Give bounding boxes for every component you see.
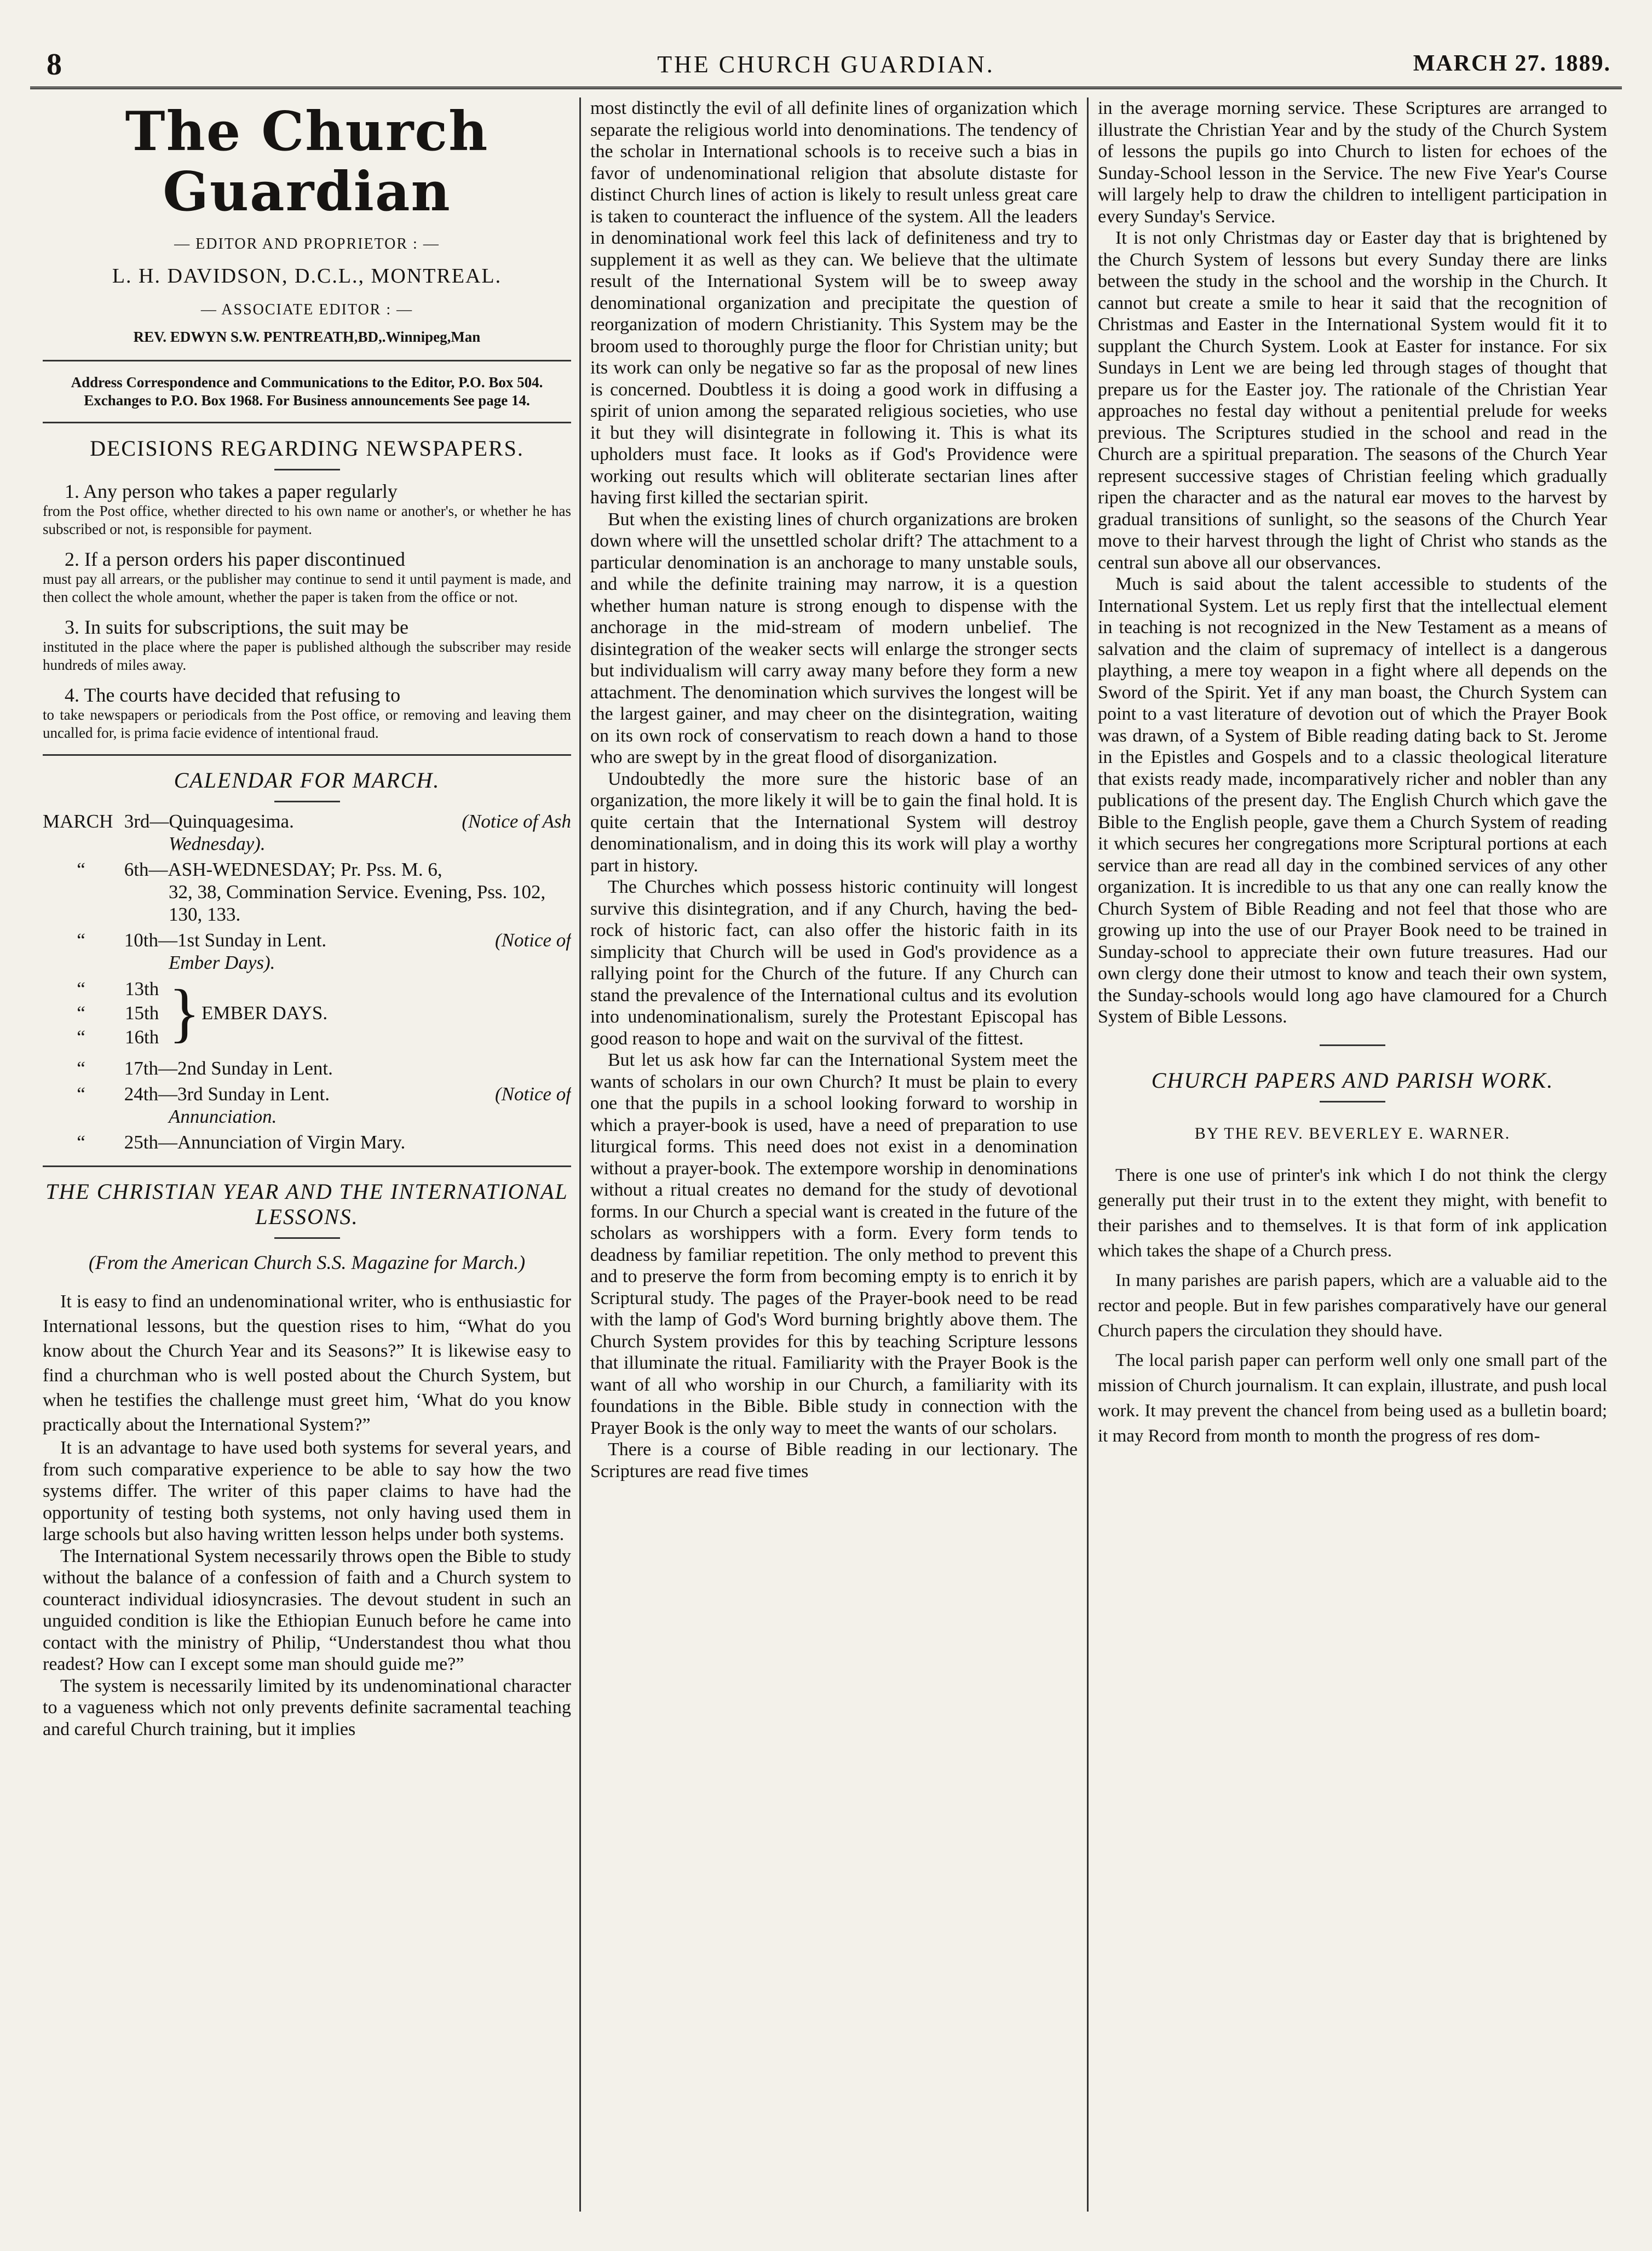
divider bbox=[274, 1237, 340, 1239]
decisions-heading: DECISIONS REGARDING NEWSPAPERS. bbox=[90, 436, 524, 461]
calendar-row bbox=[43, 858, 571, 926]
article-body-col1 bbox=[43, 1289, 571, 1740]
calendar-row bbox=[43, 929, 571, 974]
paragraph: The local parish paper can perform well only one small part of the mission of Church journalism. It can explain, illustrate, and push local work. It may prevent the chancel from being used as a bulletin board; it may Record from month to month the progress of res dom- bbox=[1098, 1350, 1607, 1446]
article-body-col2 bbox=[590, 97, 1078, 1482]
decision-text: instituted in the place where the paper is published although the subscriber may reside hundreds of miles away. bbox=[43, 639, 571, 673]
divider bbox=[1320, 1044, 1385, 1046]
calendar-ditto: “ bbox=[77, 1132, 85, 1153]
paragraph: There is one use of printer's ink which I do not think the clergy generally put their trust in to the extent they might, with benefit to their parishes and to themselves. It is that form of ink application which takes the shape of a Church press. bbox=[1098, 1165, 1607, 1261]
decision-text: from the Post office, whether directed to his own name or another's, or whether he has subscribed or not, is responsible for payment. bbox=[43, 503, 571, 537]
calendar-note: (Notice of bbox=[495, 1083, 571, 1105]
calendar-heading: CALENDAR FOR MARCH. bbox=[174, 768, 440, 793]
brace-icon: } bbox=[169, 976, 200, 1049]
associate-editor-name: REV. EDWYN S.W. PENTREATH,BD,.Winnipeg,Man bbox=[133, 329, 481, 345]
ember-date: 16th bbox=[125, 1026, 159, 1048]
ember-date: 13th bbox=[125, 978, 159, 1000]
calendar-row bbox=[43, 810, 571, 855]
decision-text: must pay all arrears, or the publisher may continue to send it until payment is made, and then collect the whole amount, whether the paper is taken from the office or not. bbox=[43, 571, 571, 605]
decision-item bbox=[43, 480, 571, 538]
column-3 bbox=[1098, 97, 1607, 2217]
issue-date: MARCH 27. 1889. bbox=[1413, 51, 1611, 76]
masthead-title: The Church Guardian bbox=[125, 100, 489, 223]
calendar-list bbox=[43, 810, 571, 1153]
ember-date: 15th bbox=[125, 1002, 159, 1024]
ember-days-group bbox=[43, 977, 571, 1054]
running-head-title: THE CHURCH GUARDIAN. bbox=[657, 51, 995, 78]
decision-lead: 1. Any person who takes a paper regularly bbox=[65, 480, 398, 502]
calendar-ditto: “ bbox=[77, 1058, 85, 1079]
paragraph: most distinctly the evil of all definite lines of organization which separate the religious world into denominations. The tendency of the scholar in International schools is to receive such a bias in favor of undenominational religion that absolute distaste for distinct Church lines of action is likely to result unless great care is taken to counteract the influence of the system. All the leaders in denominational work feel this lack of definiteness and try to supplement it as well as they can. We believe that the ultimate result of the International System will be to sweep away denominational organization and precipitate the question of reorganization of modern Christianity. This System may be the broom used to thoroughly purge the floor for Christian unity; but its work can only be negative so far as the proposal of new lines is concerned. Doubtless it is doing a good work in diffusing a spirit of union among the separated religious societies, who use it but they will disintegrate in following it. This is what its upholders must face. It looks as if God's Providence were working out results which will obliterate sectarian lines after having first killed the sectarian spirit. bbox=[590, 98, 1078, 508]
calendar-row bbox=[43, 1131, 571, 1153]
column-rule bbox=[1087, 97, 1089, 2212]
paragraph: It is not only Christmas day or Easter day that is brightened by the Church System of lessons but every Sunday there are links between the study in the school and the worship in the Church. It cannot but create a smile to hear it said that the recognition of Christmas and Easter in the International System would fit it to supplant the Church System. Look at Easter for instance. For six Sundays in Lent we are being led through stages of thought that prepare us for the Easter joy. The rationale of the Christian Year approaches no festal day without a penitential prelude for weeks previous. The Scriptures studied in the school and read in the Church are a spiritual preparation. The seasons of the Church Year represent successive stages of Christian feeling which gradually ripen the character and as the natural ear moves to the harvest by gradual transitions of sunlight, so the seasons of the Church Year move to their harvest through the light of Christ who stands as the central sun above all our observances. bbox=[1098, 228, 1607, 573]
ember-dates bbox=[125, 977, 159, 1049]
page-number: 8 bbox=[47, 48, 62, 82]
calendar-ditto: “ “ “ bbox=[77, 978, 85, 1048]
calendar-day: 6th—ASH-WEDNESDAY; Pr. Pss. M. 6, bbox=[124, 859, 442, 880]
calendar-month: MARCH bbox=[43, 811, 113, 832]
paragraph: The International System necessarily throws open the Bible to study without the balance of a confession of faith and a Church system to counteract individual idiosyncrasies. The devout student in such an unguided condition is like the Ethiopian Eunuch before he came into contact with the ministry of Philip, “Understandest thou what thou readest? How can I except some man should guide me?” bbox=[43, 1546, 571, 1674]
article2-body bbox=[1098, 1163, 1607, 1449]
paragraph: There is a course of Bible reading in our lectionary. The Scriptures are read five times bbox=[590, 1439, 1078, 1481]
divider bbox=[1320, 1101, 1385, 1102]
paragraph: Much is said about the talent accessible to students of the International System. Let us reply first that the intellectual element in teaching is not recognized in the New Testament as a means of salvation and the claim of supremacy of intellect is a dangerous plaything, a mere toy weapon in a fight where all depends on the Sword of the Spirit. Yet if any man boast, the Church System can point to a vast literature of devotion out of which the Prayer Book was drawn, of a System of Bible reading dating back to St. Jerome in the Epistles and Gospels and to a classic theological literature that exists ready made, incomparatively richer and nobler than any publications of the present day. The English Church which gave the Bible to the English people, gave them a Church System of reading it which secures her congregations more Scriptural portions at each service than are read all day in the combined services of any other organization. It is incredible to us that any one can really know the Church System of Bible Reading and not feel that those who are growing up into the use of our Prayer Book need to be trained in Sunday-school to appreciate their own future treasures. Had our own clergy done their utmost to know and teach their own system, the Sunday-schools would long ago have clamoured for a Church System of Bible Lessons. bbox=[1098, 574, 1607, 1027]
calendar-ditto: “ bbox=[77, 929, 85, 951]
calendar-day: 25th—Annunciation of Virgin Mary. bbox=[124, 1132, 406, 1153]
calendar-sub: Wednesday). bbox=[169, 833, 266, 854]
editor-name: L. H. DAVIDSON, D.C.L., MONTREAL. bbox=[112, 265, 502, 288]
paragraph: in the average morning service. These Scriptures are arranged to illustrate the Christian Year and by the study of the Church System of lessons the pupils go into Church to listen for echoes of the Sunday-School lesson in the Service. The new Five Year's Course will largely help to draw the children to intelligent participation in every Sunday's Service. bbox=[1098, 98, 1607, 227]
decisions-list bbox=[43, 480, 571, 742]
paragraph: The Churches which possess historic continuity will longest survive this disintegration, and if any Church, having the bed-rock of historic fact, can also offer the historic faith in its simplicity that Church will be used in God's providence as a rallying point for the Church of the future. If any Church can stand the prevalence of the International cultus and its evolution into undenominationalism, surely the Protestant Episcopal has good reason to hope and wait on the survival of the fittest. bbox=[590, 877, 1078, 1049]
article-heading: THE CHRISTIAN YEAR AND THE INTERNATIONAL LESSONS. bbox=[45, 1179, 568, 1229]
associate-editor-label: — ASSOCIATE EDITOR : — bbox=[200, 301, 413, 318]
paragraph: It is an advantage to have used both systems for several years, and from such comparative experience to be able to say how the two systems differ. The writer of this paper claims to have had the opportunity of testing both systems, not only having used them in large schools but also having written lesson helps under both systems. bbox=[43, 1438, 571, 1544]
article-source: (From the American Church S.S. Magazine for March.) bbox=[88, 1251, 526, 1273]
calendar-sub: Annunciation. bbox=[169, 1106, 277, 1127]
paragraph: It is easy to find an undenominational writer, who is enthusiastic for International lessons, but the question rises to him, “What do you know about the Church Year and its Seasons?” It is likewise easy to find a churchman who is well posted about the Church System, but when he testifies the challenge must greet him, ‘What do you know practically about the International System?” bbox=[43, 1291, 571, 1435]
calendar-row bbox=[43, 1083, 571, 1128]
calendar-day: 10th—1st Sunday in Lent. bbox=[124, 929, 327, 951]
paragraph: But when the existing lines of church organizations are broken down where will the unsettled scholar drift? The attachment to a particular denomination is an anchorage to many unstable souls, and while the definite training may narrow, it is a question whether human nature is strong enough to dispense with the anchorage in the mid-stream of modern unbelief. The disintegration of the weaker sects will enlarge the stronger sects but individualism will carry away many before they form a new attachment. The denomination which survives the longest will be the largest gainer, and may cheer on the disintegration, waiting on its own rock of conservatism to reach down a hand to those who are swept by in the great flood of disorganization. bbox=[590, 509, 1078, 767]
calendar-note: (Notice of bbox=[495, 929, 571, 951]
decision-text: to take newspapers or periodicals from the Post office, or removing and leaving them uncalled for, is prima facie evidence of intentional fraud. bbox=[43, 707, 571, 741]
decision-item bbox=[43, 548, 571, 606]
calendar-sub: 32, 38, Commination Service. Evening, Pss. 102, 130, 133. bbox=[169, 881, 546, 925]
address-notice: Address Correspondence and Communications to the Editor, P.O. Box 504. Exchanges to P.O. Box 1968. For Business announcements See page 14. bbox=[71, 374, 543, 409]
divider bbox=[43, 360, 571, 361]
decision-lead: 4. The courts have decided that refusing to bbox=[65, 684, 401, 706]
calendar-ditto: “ bbox=[77, 1083, 85, 1105]
calendar-note: (Notice of Ash bbox=[462, 811, 571, 832]
paragraph: In many parishes are parish papers, which are a valuable aid to the rector and people. But in few parishes comparatively have our general Church papers the circulation they should have. bbox=[1098, 1270, 1607, 1341]
column-2 bbox=[590, 97, 1078, 2217]
editor-label: — EDITOR AND PROPRIETOR : — bbox=[174, 236, 440, 252]
divider bbox=[43, 422, 571, 423]
decision-item bbox=[43, 684, 571, 742]
ember-days-label: EMBER DAYS. bbox=[202, 1002, 328, 1024]
article-byline: BY THE REV. BEVERLEY E. WARNER. bbox=[1194, 1124, 1511, 1142]
article-body-col3 bbox=[1098, 97, 1607, 1028]
calendar-day: 17th—2nd Sunday in Lent. bbox=[124, 1058, 333, 1079]
paragraph: But let us ask how far can the International System meet the wants of scholars in our own Church? It must be plain to every one that the pupils in a school looking forward to worship in which a prayer-book is used, have a need of preparation to use liturgical forms. This need does not exist in a denomination without a prayer-book. The extempore worship in denominations without a ritual creates no demand for the study of devotional forms. In our Church a special want is created in the future of the scholars as worshippers with a form. Every form tends to deadness by familiar repetition. The only method to prevent this and to preserve the form from becoming empty is to enrich it by Scriptural study. The pages of the Prayer-book need to be read with the lamp of God's Word burning brightly above them. The Church System provides for this by teaching Scripture lessons that illuminate the ritual. Familiarity with the Prayer Book is the want of all who worship in our Church, a familiarity with its foundations in the Bible. Bible study in connection with the Prayer Book is the only way to meet the wants of our scholars. bbox=[590, 1050, 1078, 1438]
column-rule bbox=[579, 97, 581, 2212]
calendar-sub: Ember Days). bbox=[169, 952, 275, 973]
decision-lead: 3. In suits for subscriptions, the suit may be bbox=[65, 616, 408, 638]
column-1 bbox=[43, 97, 571, 2217]
decision-item bbox=[43, 616, 571, 674]
calendar-day: 24th—3rd Sunday in Lent. bbox=[124, 1083, 330, 1105]
divider bbox=[43, 754, 571, 756]
divider bbox=[43, 1165, 571, 1167]
divider bbox=[274, 801, 340, 802]
article-heading: CHURCH PAPERS AND PARISH WORK. bbox=[1151, 1067, 1554, 1093]
divider bbox=[274, 469, 340, 470]
decision-lead: 2. If a person orders his paper discontinued bbox=[65, 548, 405, 570]
paragraph: Undoubtedly the more sure the historic base of an organization, the more likely it will be to gain the final hold. It is quite certain that the International System will destroy denominationalism, and in doing this its work will play a worthy part in history. bbox=[590, 768, 1078, 876]
calendar-day: 3rd—Quinquagesima. bbox=[124, 811, 294, 832]
paragraph: The system is necessarily limited by its undenominational character to a vagueness which not only prevents definite sacramental teaching and careful Church training, but it implies bbox=[43, 1675, 571, 1739]
calendar-row bbox=[43, 1057, 571, 1079]
calendar-ditto: “ bbox=[77, 859, 85, 880]
running-head bbox=[30, 43, 1622, 89]
